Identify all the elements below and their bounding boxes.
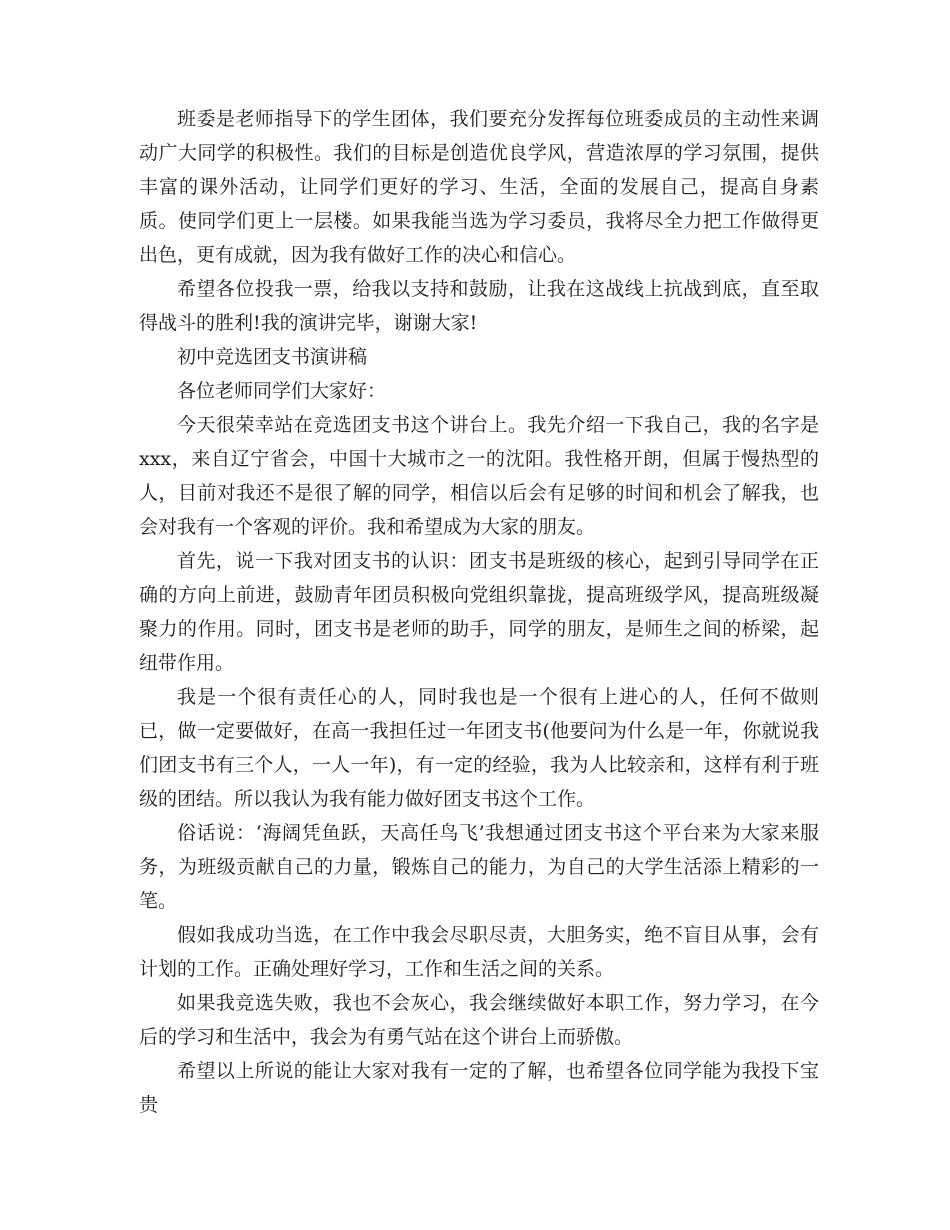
paragraph-if-not-elected: 如果我竞选失败，我也不会灰心，我会继续做好本职工作，努力学习，在今后的学习和生活中，我会为有勇气站在这个讲台上而骄傲。 [139, 992, 819, 1048]
document-body [139, 102, 819, 1122]
speech-title: 初中竞选团支书演讲稿 [177, 346, 368, 368]
paragraph-self-introduction: 今天很荣幸站在竞选团支书这个讲台上。我先介绍一下我自己，我的名字是xxx，来自辽宁省会，中国十大城市之一的沈阳。我性格开朗，但属于慢热型的人，目前对我还不是很了解的同学，相信以后会有足够的时间和机会了解我，也会对我有一个客观的评价。我和希望成为大家的朋友。 [139, 414, 819, 538]
paragraph-closing: 希望以上所说的能让大家对我有一定的了解，也希望各位同学能为我投下宝贵 [139, 1060, 819, 1116]
paragraph-class-committee: 班委是老师指导下的学生团体，我们要充分发挥每位班委成员的主动性来调动广大同学的积极性。我们的目标是创造优良学风，营造浓厚的学习氛围，提供丰富的课外活动，让同学们更好的学习、生活，全面的发展自己，提高自身素质。使同学们更上一层楼。如果我能当选为学习委员，我将尽全力把工作做得更出色，更有成就，因为我有做好工作的决心和信心。 [139, 108, 819, 266]
paragraph-role-understanding: 首先，说一下我对团支书的认识：团支书是班级的核心，起到引导同学在正确的方向上前进，鼓励青年团员积极向党组织靠拢，提高班级学风，提高班级凝聚力的作用。同时，团支书是老师的助手，同学的朋友，是师生之间的桥梁，起纽带作用。 [139, 550, 819, 674]
speech-greeting: 各位老师同学们大家好： [177, 380, 387, 402]
paragraph-if-elected: 假如我成功当选，在工作中我会尽职尽责，大胆务实，绝不盲目从事，会有计划的工作。正确处理好学习，工作和生活之间的关系。 [139, 924, 819, 980]
paragraph-proverb: 俗话说：‘海阔凭鱼跃，天高任鸟飞’我想通过团支书这个平台来为大家来服务，为班级贡献自己的力量，锻炼自己的能力，为自己的大学生活添上精彩的一笔。 [139, 822, 819, 912]
paragraph-responsibility: 我是一个很有责任心的人，同时我也是一个很有上进心的人，任何不做则已，做一定要做好，在高一我担任过一年团支书(他要问为什么是一年，你就说我们团支书有三个人，一人一年)，有一定的经验，我为人比较亲和，这样有利于班级的团结。所以我认为我有能力做好团支书这个工作。 [139, 686, 819, 810]
paragraph-vote-request: 希望各位投我一票，给我以支持和鼓励，让我在这战线上抗战到底，直至取得战斗的胜利!我的演讲完毕，谢谢大家! [139, 278, 819, 334]
